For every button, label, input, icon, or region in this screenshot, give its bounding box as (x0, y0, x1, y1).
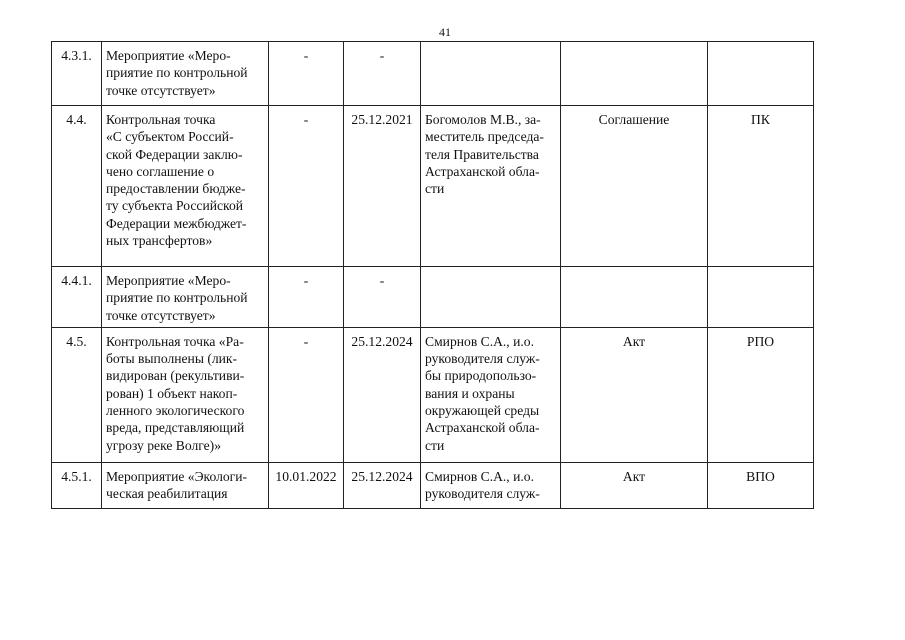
row-number: 4.5.1. (52, 462, 102, 508)
responsible-line: Смирнов С.А., и.о. (425, 333, 534, 349)
event-title (102, 106, 269, 267)
event-title-line: ской Федерации заклю- (106, 146, 243, 162)
event-title-line: угрозу реке Волге)» (106, 437, 221, 453)
event-title-line: рован) 1 объект накоп- (106, 385, 238, 401)
event-title-line: Мероприятие «Экологи- (106, 468, 248, 484)
document-type (561, 267, 708, 328)
row-number: 4.5. (52, 327, 102, 462)
responsible-line: руководителя служ- (425, 486, 540, 502)
responsible-line: руководителя служ- (425, 351, 540, 367)
end-date: - (344, 267, 421, 328)
event-title-line: ту субъекта Российской (106, 198, 244, 214)
end-date: 25.12.2024 (344, 327, 421, 462)
row-number: 4.3.1. (52, 42, 102, 106)
document-type: Соглашение (561, 106, 708, 267)
responsible-person (421, 106, 561, 267)
event-title-line: ных трансфертов» (106, 233, 213, 249)
row-number: 4.4.1. (52, 267, 102, 328)
responsible-line: Смирнов С.А., и.о. (425, 468, 534, 484)
event-title-line: боты выполнены (лик- (106, 351, 238, 367)
responsible-line: Астраханской обла- (425, 420, 540, 436)
event-title (102, 267, 269, 328)
control-kind (708, 267, 814, 328)
table-row (52, 267, 814, 328)
responsible-line: сти (425, 181, 445, 197)
event-title (102, 462, 269, 508)
end-date: 25.12.2024 (344, 462, 421, 508)
row-number: 4.4. (52, 106, 102, 267)
responsible-line: окружающей среды (425, 403, 540, 419)
event-title (102, 42, 269, 106)
event-title-line: видирован (рекультиви- (106, 368, 245, 384)
document-type (561, 42, 708, 106)
start-date: - (269, 42, 344, 106)
end-date: 25.12.2021 (344, 106, 421, 267)
responsible-person (421, 327, 561, 462)
plan-table-body (52, 42, 814, 509)
plan-table (51, 41, 814, 509)
table-row (52, 42, 814, 106)
start-date: 10.01.2022 (269, 462, 344, 508)
event-title-line: Мероприятие «Меро- (106, 48, 231, 63)
responsible-line: сти (425, 437, 445, 453)
event-title-line: предоставлении бюдже- (106, 181, 246, 197)
responsible-person (421, 462, 561, 508)
event-title-line: чено соглашение о (106, 163, 215, 179)
event-title (102, 327, 269, 462)
responsible-line: Богомолов М.В., за- (425, 112, 541, 127)
table-row (52, 106, 814, 267)
event-title-line: Мероприятие «Меро- (106, 273, 231, 288)
start-date: - (269, 327, 344, 462)
event-title-line: ленного экологического (106, 403, 245, 419)
page-number: 41 (439, 25, 451, 39)
event-title-line: ческая реабилитация (106, 486, 228, 502)
document-type: Акт (561, 327, 708, 462)
responsible-line: теля Правительства (425, 146, 539, 162)
control-kind (708, 42, 814, 106)
responsible-person (421, 267, 561, 328)
event-title-line: точке отсутствует» (106, 82, 216, 98)
event-title-line: приятие по контрольной (106, 65, 248, 81)
event-title-line: приятие по контрольной (106, 290, 248, 306)
responsible-line: бы природопользо- (425, 368, 537, 384)
control-kind: ВПО (708, 462, 814, 508)
table-row (52, 327, 814, 462)
responsible-line: меститель председа- (425, 129, 544, 145)
event-title-line: Контрольная точка «Ра- (106, 333, 244, 349)
responsible-line: Астраханской обла- (425, 163, 540, 179)
event-title-line: вреда, представляющий (106, 420, 245, 436)
control-kind: ПК (708, 106, 814, 267)
start-date: - (269, 106, 344, 267)
document-type: Акт (561, 462, 708, 508)
responsible-line: вания и охраны (425, 385, 515, 401)
responsible-person (421, 42, 561, 106)
event-title-line: точке отсутствует» (106, 307, 216, 323)
end-date: - (344, 42, 421, 106)
event-title-line: «С субъектом Россий- (106, 129, 234, 145)
control-kind: РПО (708, 327, 814, 462)
event-title-line: Контрольная точка (106, 112, 216, 127)
start-date: - (269, 267, 344, 328)
event-title-line: Федерации межбюджет- (106, 215, 247, 231)
table-row (52, 462, 814, 508)
